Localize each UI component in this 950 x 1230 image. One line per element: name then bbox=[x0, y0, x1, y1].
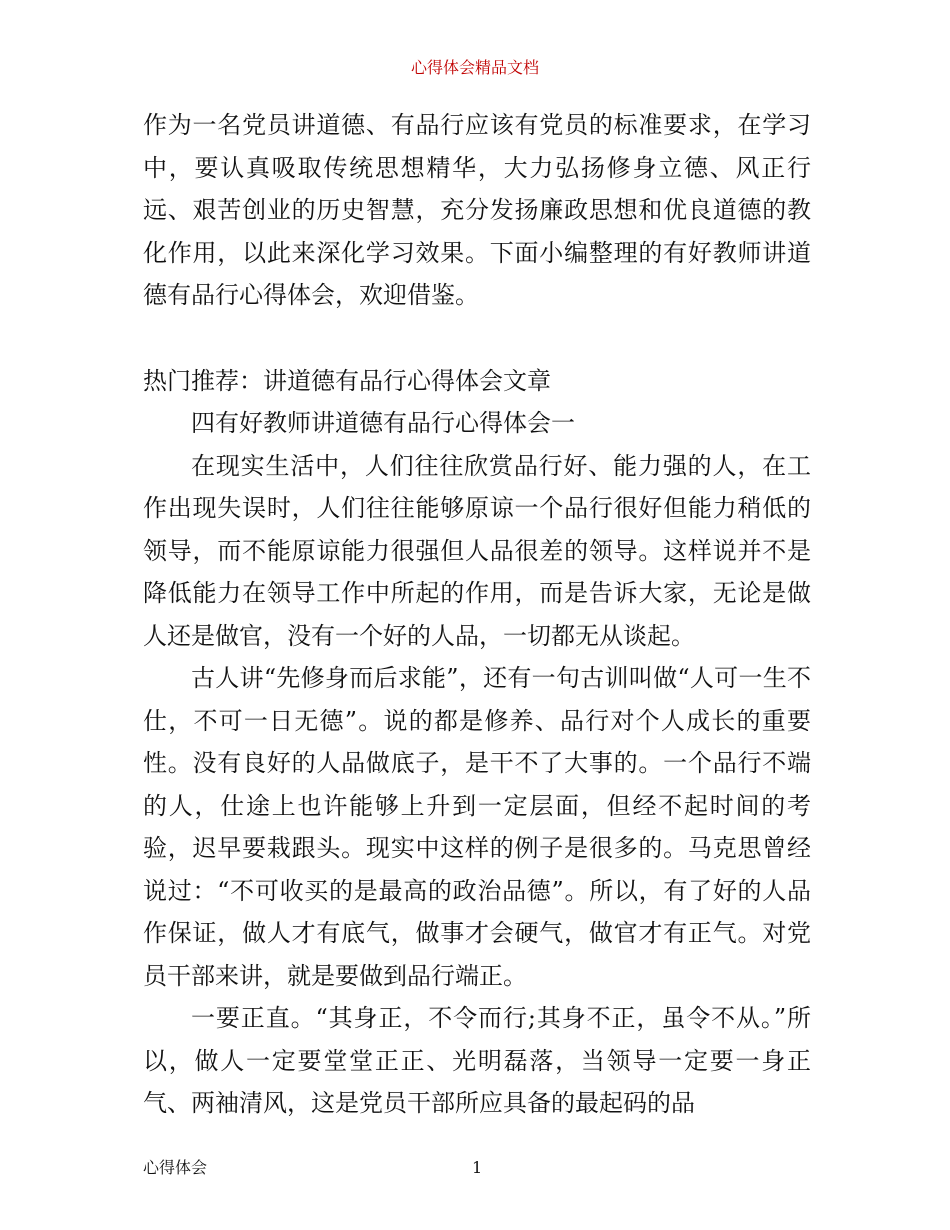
page-header: 心得体会精品文档 bbox=[410, 58, 539, 77]
recommend-line: 热门推荐：讲道德有品行心得体会文章 bbox=[143, 366, 551, 395]
body-paragraph: 在现实生活中，人们往往欣赏品行好、能力强的人，在工作出现失误时，人们往往能够原谅一个品行很好但能力稍低的领导，而不能原谅能力很强但人品很差的领导。这样说并不是降低能力在领导工作中所起的作用，而是告诉大家，无论是做人还是做官，没有一个好的人品，一切都无从谈起。 bbox=[143, 451, 811, 650]
page-footer bbox=[143, 1156, 811, 1180]
intro-paragraph: 作为一名党员讲道德、有品行应该有党员的标准要求，在学习中，要认真吸取传统思想精华，大力弘扬修身立德、风正行远、艰苦创业的历史智慧，充分发扬廉政思想和优良道德的教化作用，以此来深化学习效果。下面小编整理的有好教师讲道德有品行心得体会，欢迎借鉴。 bbox=[143, 111, 811, 309]
page-number: 1 bbox=[472, 1158, 483, 1177]
body-paragraph: 古人讲“先修身而后求能”，还有一句古训叫做“人可一生不仕，不可一日无德”。说的都是修养、品行对个人成长的重要性。没有良好的人品做底子，是干不了大事的。一个品行不端的人，仕途上也许能够上升到一定层面，但经不起时间的考验，迟早要栽跟头。现实中这样的例子是很多的。马克思曾经说过：“不可收买的是最高的政治品德”。所以，有了好的人品作保证，做人才有底气，做事才会硬气，做官才有正气。对党员干部来讲，就是要做到品行端正。 bbox=[143, 664, 811, 990]
footer-label: 心得体会 bbox=[143, 1158, 208, 1177]
section-title: 四有好教师讲道德有品行心得体会一 bbox=[191, 409, 575, 437]
document-body bbox=[143, 104, 811, 1125]
body-paragraph: 一要正直。“其身正，不令而行;其身不正，虽令不从。”所以，做人一定要堂堂正正、光明磊落，当领导一定要一身正气、两袖清风，这是党员干部所应具备的最起码的品 bbox=[143, 1004, 811, 1117]
